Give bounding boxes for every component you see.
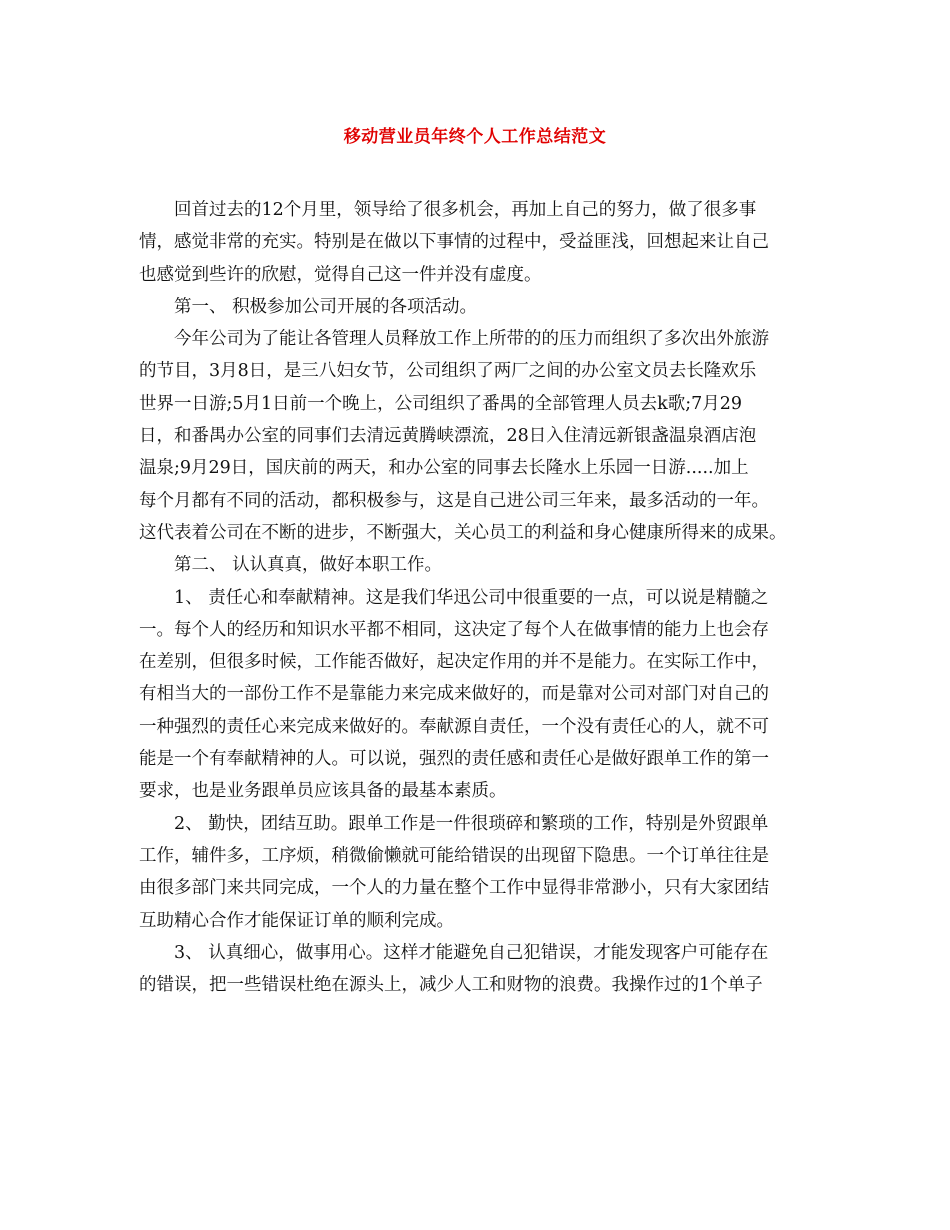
paragraph-line: 3、 认真细心，做事用心。这样才能避免自己犯错误，才能发现客户可能存在 [174,942,769,963]
paragraph-line: 的节目，3月8日，是三八妇女节，公司组织了两厂之间的办公室文员去长隆欢乐 [139,361,757,382]
paragraph-line: 世界一日游;5月1日前一个晚上，公司组织了番禺的全部管理人员去k歌;7月29 [139,393,743,414]
paragraph-line: 情，感觉非常的充实。特别是在做以下事情的过程中，受益匪浅，回想起来让自己 [139,232,769,253]
paragraph-line: 每个月都有不同的活动，都积极参与，这是自己进公司三年来，最多活动的一年。 [139,490,769,511]
paragraph-line: 要求，也是业务跟单员应该具备的最基本素质。 [139,781,507,802]
paragraph-line: 2、 勤快，团结互助。跟单工作是一件很琐碎和繁琐的工作，特别是外贸跟单 [174,813,769,834]
paragraph-line: 今年公司为了能让各管理人员释放工作上所带的的压力而组织了多次出外旅游 [174,329,769,350]
paragraph-line: 也感觉到些许的欣慰，觉得自己这一件并没有虚度。 [139,264,542,285]
paragraph-line: 工作，辅件多，工序烦，稍微偷懒就可能给错误的出现留下隐患。一个订单往往是 [139,845,769,866]
paragraph-line: 在差别，但很多时候，工作能否做好，起决定作用的并不是能力。在实际工作中， [139,652,769,673]
document-body [139,194,827,1001]
section-heading: 第二、 认认真真，做好本职工作。 [174,555,443,576]
paragraph-line: 一。每个人的经历和知识水平都不相同，这决定了每个人在做事情的能力上也会存 [139,619,769,640]
paragraph-line: 能是一个有奉献精神的人。可以说，强烈的责任感和责任心是做好跟单工作的第一 [139,749,769,770]
section-heading: 第一、 积极参加公司开展的各项活动。 [174,296,478,317]
paragraph-line: 日，和番禺办公室的同事们去清远黄腾峡漂流，28日入住清远新银盏温泉酒店泡 [139,426,757,447]
paragraph-line: 温泉;9月29日，国庆前的两天，和办公室的同事去长隆水上乐园一日游.....加上 [139,458,749,479]
paragraph-line: 的错误，把一些错误杜绝在源头上，减少人工和财物的浪费。我操作过的1个单子 [139,975,763,996]
paragraph-line: 由很多部门来共同完成，一个人的力量在整个工作中显得非常渺小，只有大家团结 [139,878,769,899]
paragraph-line: 互助精心合作才能保证订单的顺利完成。 [139,910,454,931]
paragraph-line: 有相当大的一部份工作不是靠能力来完成来做好的，而是靠对公司对部门对自己的 [139,684,769,705]
paragraph-line: 1、 责任心和奉献精神。这是我们华迅公司中很重要的一点，可以说是精髓之 [174,587,769,608]
document-title: 移动营业员年终个人工作总结范文 [343,127,607,147]
paragraph-line: 这代表着公司在不断的进步，不断强大，关心员工的利益和身心健康所得来的成果。 [139,522,787,543]
paragraph-line: 一种强烈的责任心来完成来做好的。奉献源自责任，一个没有责任心的人，就不可 [139,716,769,737]
paragraph-line: 回首过去的12个月里，领导给了很多机会，再加上自己的努力，做了很多事 [174,200,757,220]
